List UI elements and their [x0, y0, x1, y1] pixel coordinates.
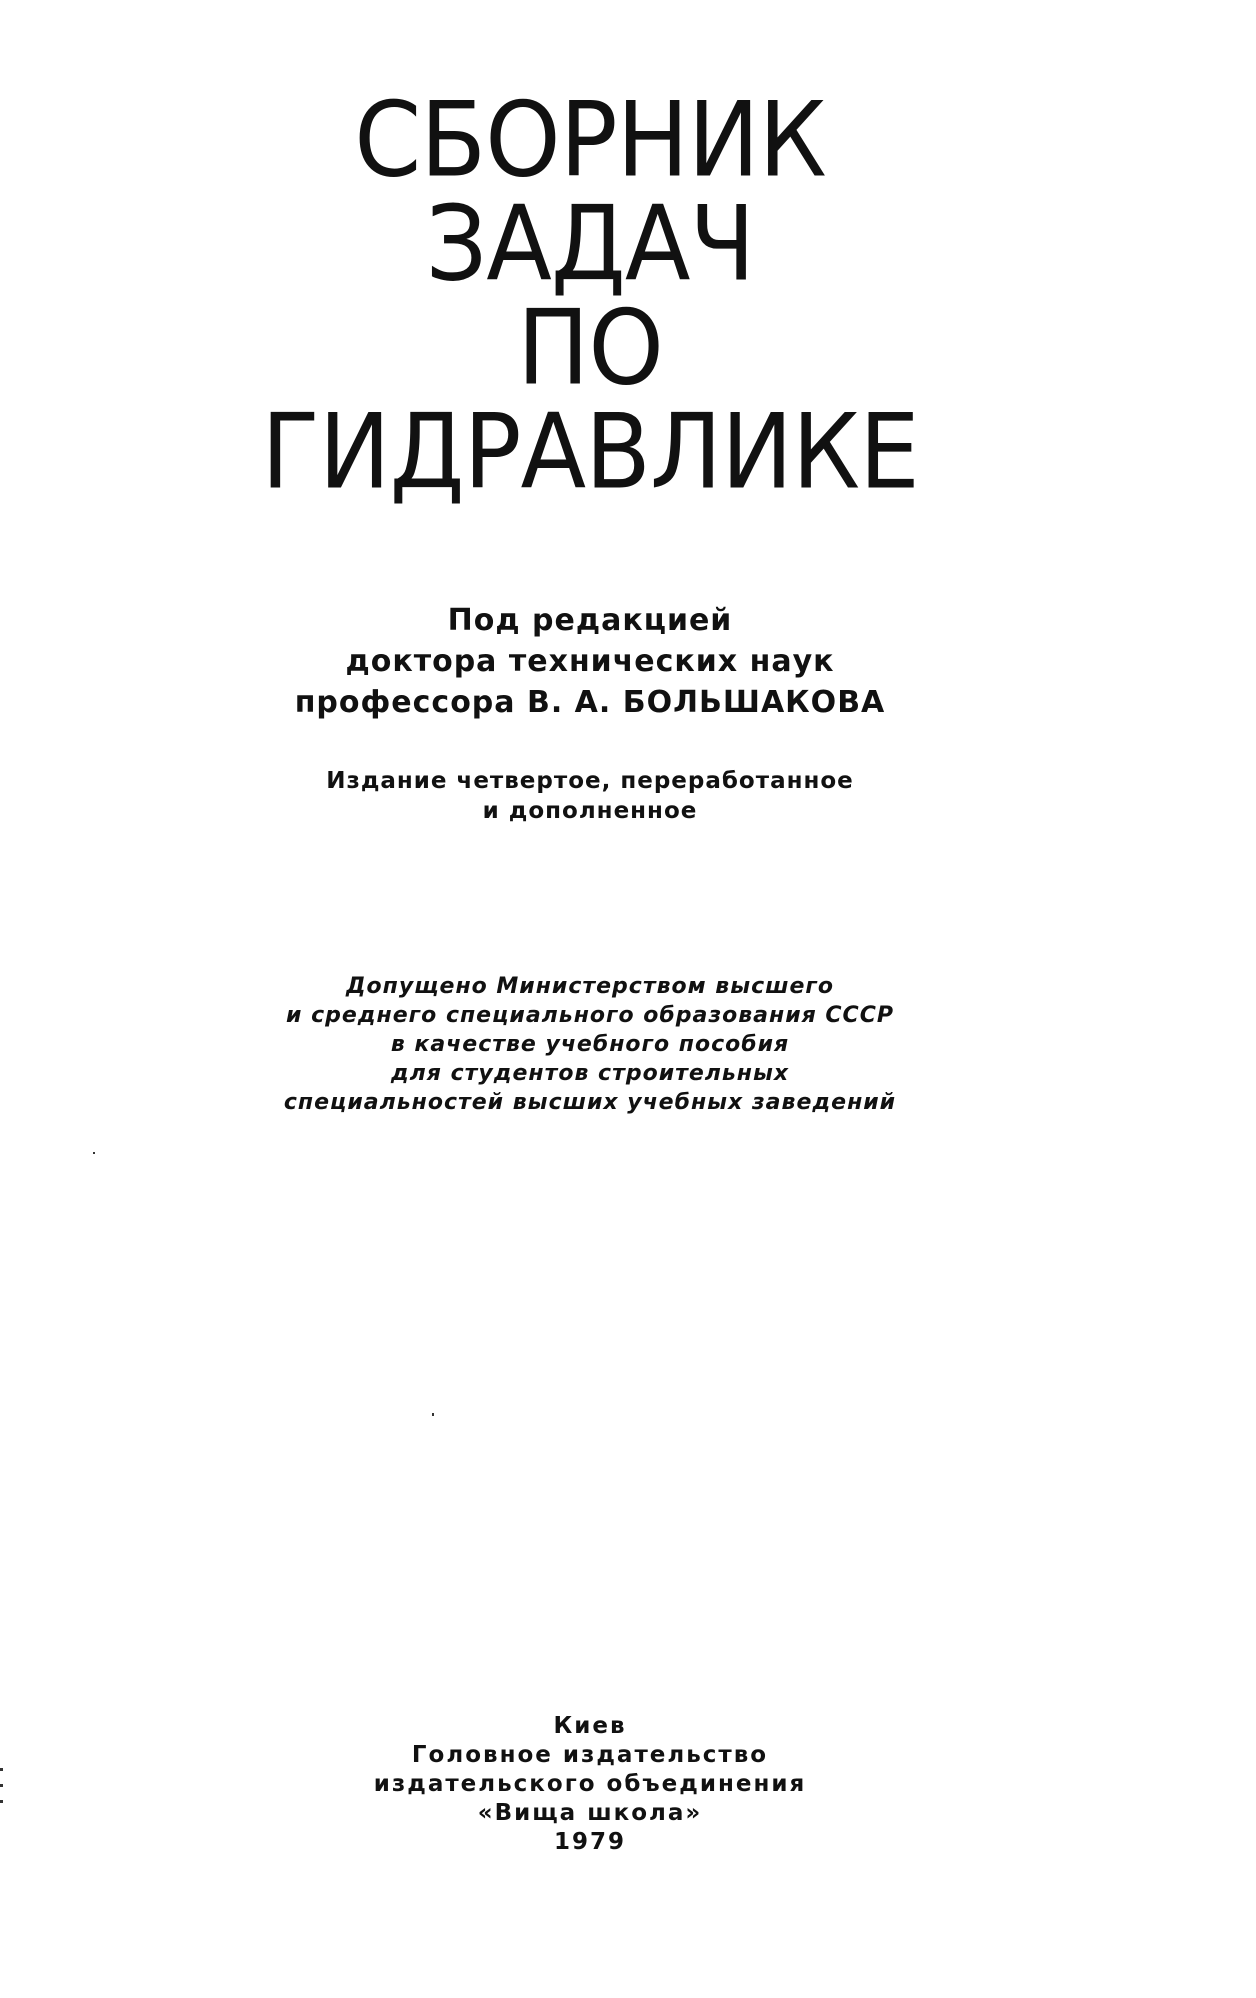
imprint-line-2: Головное издательство — [411, 1742, 769, 1768]
imprint-publisher: «Вища школа» — [477, 1800, 703, 1826]
edition-note — [0, 766, 1180, 826]
book-title-line-3: ПО — [517, 287, 663, 409]
editor-line-1: Под редакцией — [447, 603, 733, 638]
approval-line-4: для студентов строительных — [390, 1061, 790, 1086]
scan-speck — [432, 1413, 434, 1416]
editor-line-2: доктора технических наук — [345, 644, 835, 679]
scan-speck — [0, 1768, 3, 1771]
imprint-city: Киев — [553, 1713, 627, 1739]
book-title-line-2: ЗАДАЧ — [425, 183, 755, 305]
approval-line-1: Допущено Министерством высшего — [345, 974, 835, 999]
book-title-line-4: ГИДРАВЛИКЕ — [261, 391, 919, 513]
ministry-approval — [0, 972, 1180, 1117]
edition-line-2: и дополненное — [482, 798, 698, 824]
book-title-line-1: СБОРНИК — [354, 79, 826, 201]
scan-speck — [0, 1784, 3, 1787]
approval-line-3: в качестве учебного пособия — [390, 1032, 790, 1057]
imprint-year: 1979 — [553, 1829, 626, 1855]
scan-speck — [0, 1800, 3, 1803]
book-title — [0, 79, 1180, 513]
scan-speck — [93, 1152, 95, 1154]
editor-credit — [0, 600, 1180, 723]
approval-line-5: специальностей высших учебных заведений — [283, 1090, 897, 1115]
publisher-imprint — [0, 1712, 1180, 1857]
edition-line-1: Издание четвертое, переработанное — [326, 768, 854, 794]
imprint-line-3: издательского объединения — [373, 1771, 807, 1797]
editor-line-3: профессора В. А. БОЛЬШАКОВА — [294, 685, 886, 720]
approval-line-2: и среднего специального образования СССР — [286, 1003, 894, 1028]
